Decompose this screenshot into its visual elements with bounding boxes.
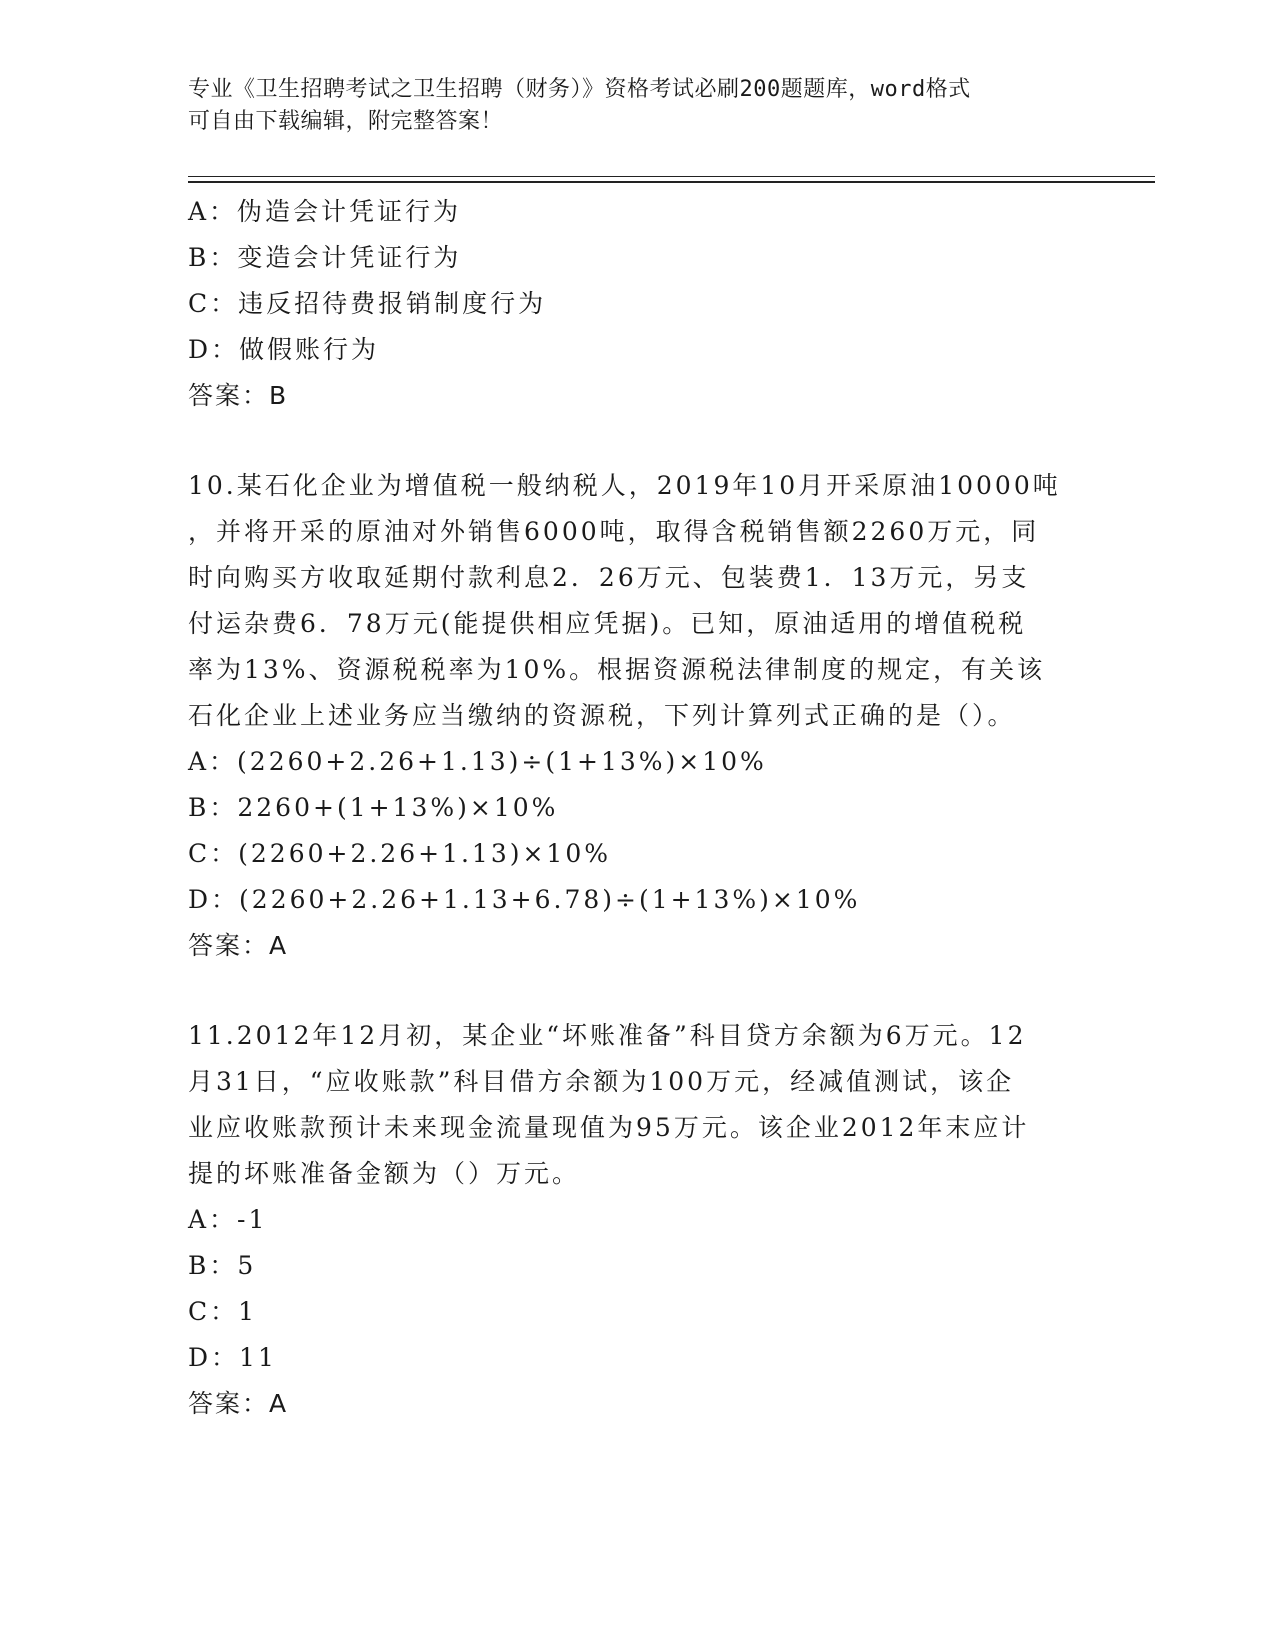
question-block-11 xyxy=(188,1013,1088,1427)
option-b: B：5 xyxy=(188,1251,257,1280)
question-line: 月31日，“应收账款”科目借方余额为100万元，经减值测试，该企 xyxy=(188,1067,1015,1096)
question-block-10 xyxy=(188,463,1088,969)
option-b: B：变造会计凭证行为 xyxy=(188,243,462,272)
answer-line: 答案：A xyxy=(188,931,289,960)
question-line: ，并将开采的原油对外销售6000吨，取得含税销售额2260万元，同 xyxy=(188,517,1040,546)
question-text xyxy=(188,463,1088,739)
question-line: 提的坏账准备金额为（）万元。 xyxy=(188,1159,581,1188)
question-line: 时向购买方收取延期付款利息2．26万元、包装费1．13万元，另支 xyxy=(188,563,1030,592)
header-divider xyxy=(188,181,1155,183)
option-b: B：2260+(1+13%)×10% xyxy=(188,793,559,822)
option-a: A：-1 xyxy=(188,1205,268,1234)
question-block-9 xyxy=(188,189,1088,419)
option-d: D：(2260+2.26+1.13+6.78)÷(1+13%)×10% xyxy=(188,885,861,914)
question-line: 付运杂费6．78万元(能提供相应凭据)。已知，原油适用的增值税税 xyxy=(188,609,1027,638)
answer-line: 答案：B xyxy=(188,381,289,410)
option-c: C：(2260+2.26+1.13)×10% xyxy=(188,839,611,868)
question-text xyxy=(188,1013,1088,1197)
question-line: 10.某石化企业为增值税一般纳税人，2019年10月开采原油10000吨 xyxy=(188,471,1061,500)
option-a: A：(2260+2.26+1.13)÷(1+13%)×10% xyxy=(188,747,767,776)
header-line: 可自由下载编辑，附完整答案！ xyxy=(188,109,504,134)
question-list xyxy=(188,189,1088,1427)
option-c: C：1 xyxy=(188,1297,258,1326)
header-divider xyxy=(188,176,1155,177)
answer-line: 答案：A xyxy=(188,1389,289,1418)
question-line: 石化企业上述业务应当缴纳的资源税，下列计算列式正确的是（）。 xyxy=(188,701,1016,730)
option-a: A：伪造会计凭证行为 xyxy=(188,197,462,226)
option-c: C：违反招待费报销制度行为 xyxy=(188,289,547,318)
question-line: 率为13%、资源税税率为10%。根据资源税法律制度的规定，有关该 xyxy=(188,655,1046,684)
option-d: D：做假账行为 xyxy=(188,335,380,364)
question-line: 11.2012年12月初，某企业“坏账准备”科目贷方余额为6万元。12 xyxy=(188,1021,1027,1050)
question-line: 业应收账款预计未来现金流量现值为95万元。该企业2012年末应计 xyxy=(188,1113,1030,1142)
header-line: 专业《卫生招聘考试之卫生招聘（财务）》资格考试必刷200题题库，word格式 xyxy=(188,77,971,102)
page-header xyxy=(188,74,1068,138)
option-d: D：11 xyxy=(188,1343,277,1372)
